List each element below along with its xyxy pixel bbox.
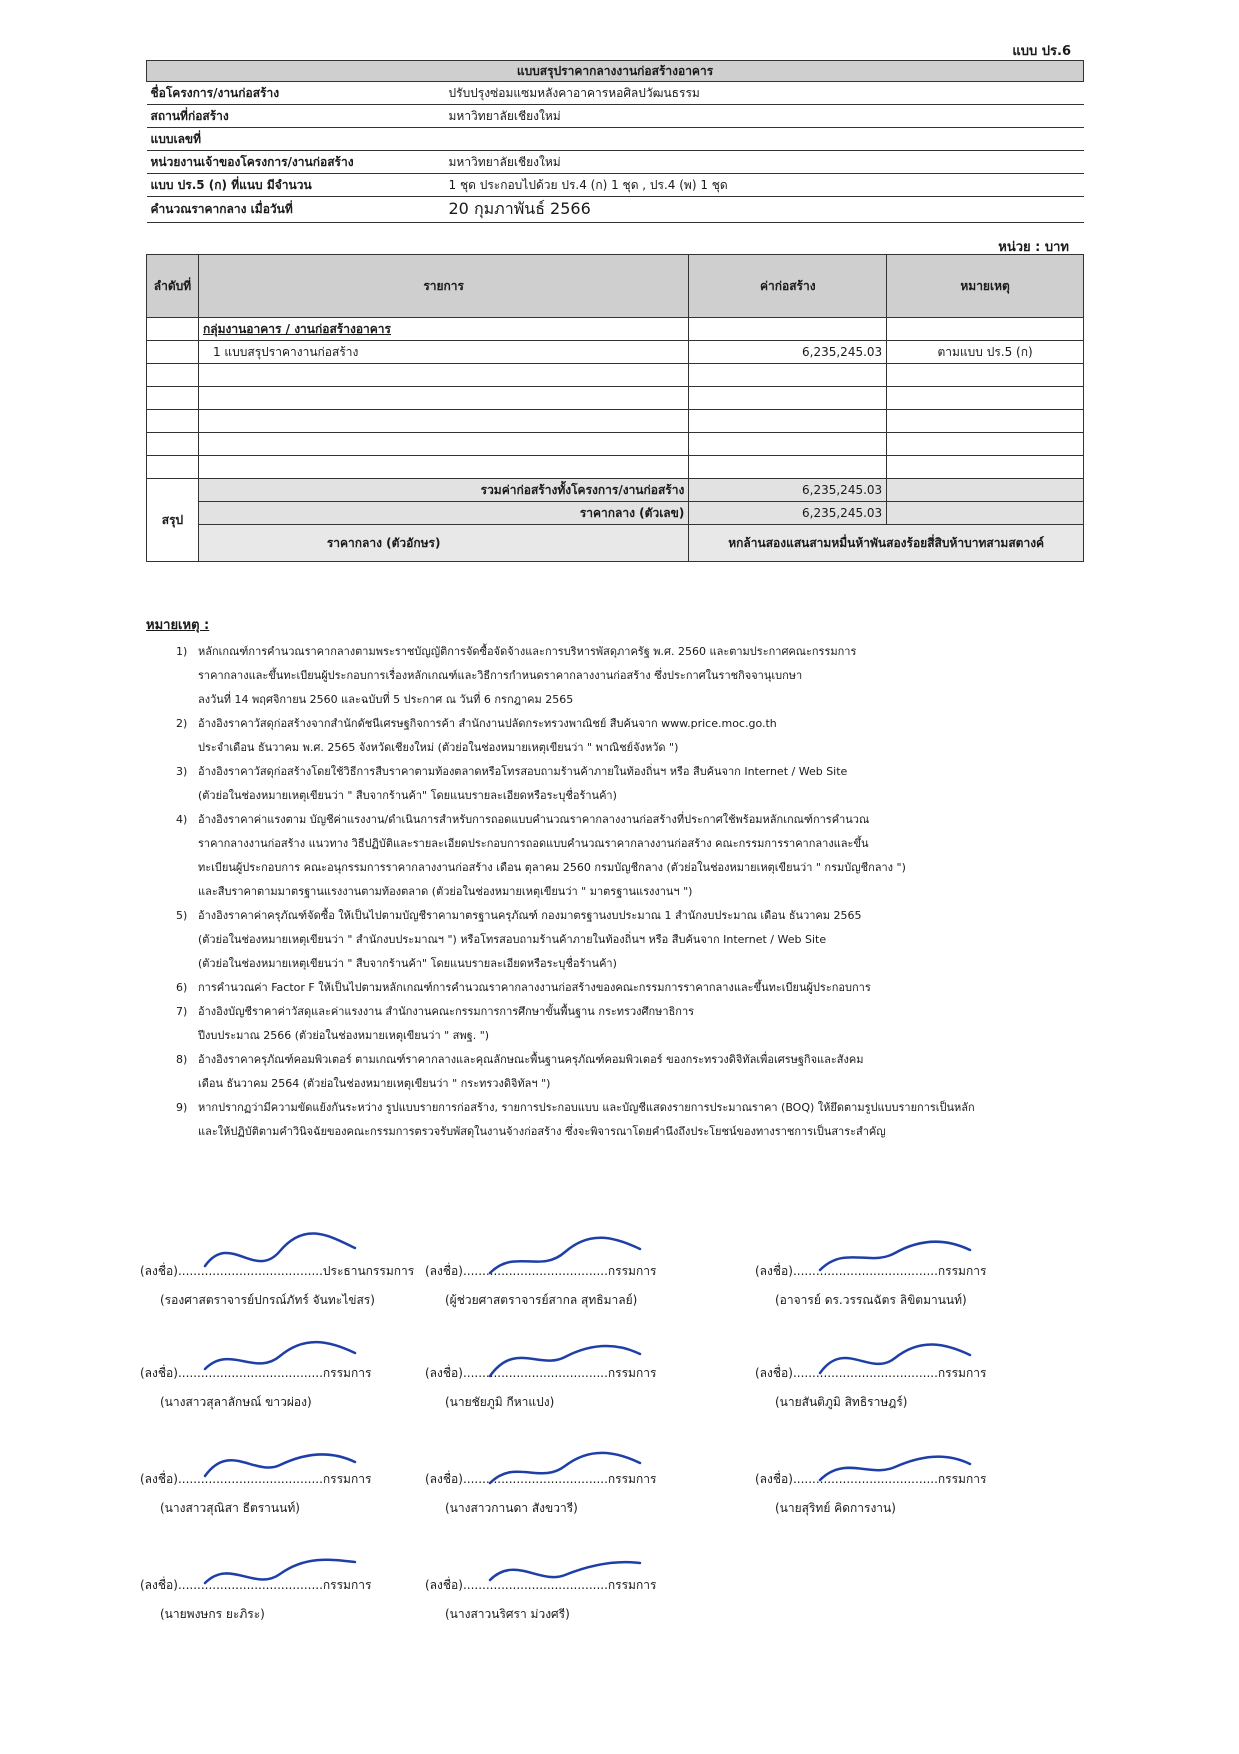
note-item — [176, 1096, 1076, 1144]
note-line: อ้างอิงบัญชีราคาค่าวัสดุและค่าแรงงาน สำนักงานคณะกรรมการการศึกษาขั้นพื้นฐาน กระทรวงศึกษาธิการ — [198, 1005, 695, 1018]
note-number: 8) — [176, 1053, 188, 1066]
sign-prefix: (ลงชื่อ) — [425, 1366, 463, 1380]
item-remark: ตามแบบ ปร.5 (ก) — [887, 341, 1084, 364]
table-header — [147, 255, 1084, 318]
note-number: 9) — [176, 1101, 188, 1114]
notes-title: หมายเหตุ : — [146, 618, 210, 633]
sign-prefix: (ลงชื่อ) — [140, 1264, 178, 1278]
signer-name: (รองศาสตราจารย์ปกรณ์ภัทร์ จันทะไข่สร) — [160, 1293, 375, 1307]
note-number: 2) — [176, 717, 188, 730]
signer-role: กรรมการ — [322, 1472, 372, 1486]
header-no: ลำดับที่ — [147, 255, 199, 318]
handwritten-signature — [200, 1540, 360, 1600]
note-line: ประจำเดือน ธันวาคม พ.ศ. 2565 จังหวัดเชียงใหม่ (ตัวย่อในช่องหมายเหตุเขียนว่า " พาณิชย์จังหวัด ") — [198, 741, 679, 754]
signer-role: กรรมการ — [322, 1366, 372, 1380]
info-row: แบบ ปร.5 (ก) ที่แนบ มีจำนวน 1 ชุด ประกอบไปด้วย ปร.4 (ก) 1 ชุด , ปร.4 (พ) 1 ชุด — [147, 174, 1084, 197]
total-label: รวมค่าก่อสร้างทั้งโครงการ/งานก่อสร้าง — [198, 479, 688, 502]
handwritten-signature — [485, 1328, 645, 1388]
signature-block — [425, 1576, 725, 1624]
signer-name: (นางสาวสุลาลักษณ์ ขาวผ่อง) — [160, 1395, 312, 1409]
signature-dots: ...................................... — [462, 1366, 608, 1380]
sign-prefix: (ลงชื่อ) — [755, 1472, 793, 1486]
signature-dots: ...................................... — [462, 1264, 608, 1278]
note-line: หลักเกณฑ์การคำนวณราคากลางตามพระราชบัญญัติการจัดซื้อจัดจ้างและการบริหารพัสดุภาครัฐ พ.ศ. 2560 และตามประกาศคณะกรรมการ — [198, 645, 857, 658]
note-number: 4) — [176, 813, 188, 826]
sign-prefix: (ลงชื่อ) — [755, 1264, 793, 1278]
sign-prefix: (ลงชื่อ) — [140, 1472, 178, 1486]
table-row — [147, 433, 1084, 456]
note-item — [176, 976, 1076, 1000]
note-item — [176, 1048, 1076, 1096]
note-item — [176, 712, 1076, 760]
note-item — [176, 808, 1076, 904]
note-number: 1) — [176, 645, 188, 658]
signer-name: (นายสันติภูมิ สิทธิราษฎร์) — [775, 1395, 908, 1409]
note-number: 6) — [176, 981, 188, 994]
table-row — [147, 387, 1084, 410]
signature-dots: ...................................... — [177, 1578, 323, 1592]
signature-block — [140, 1262, 440, 1310]
table-row — [147, 318, 1084, 341]
price-words-row — [147, 525, 1084, 562]
info-row: สถานที่ก่อสร้าง มหาวิทยาลัยเชียงใหม่ — [147, 105, 1084, 128]
signature-dots: ...................................... — [177, 1472, 323, 1486]
signature-block — [140, 1364, 440, 1412]
signature-block — [755, 1470, 1055, 1518]
sign-prefix: (ลงชื่อ) — [140, 1578, 178, 1592]
handwritten-signature — [200, 1226, 360, 1286]
header-item: รายการ — [198, 255, 688, 318]
note-item — [176, 904, 1076, 976]
table-row — [147, 410, 1084, 433]
price-value: 6,235,245.03 — [689, 502, 887, 525]
item-name: 1 แบบสรุปราคางานก่อสร้าง — [198, 341, 688, 364]
note-line: ลงวันที่ 14 พฤศจิกายน 2560 และฉบับที่ 5 ประกาศ ณ วันที่ 6 กรกฎาคม 2565 — [198, 693, 574, 706]
signature-block — [755, 1364, 1055, 1412]
note-line: และให้ปฏิบัติตามคำวินิจฉัยของคณะกรรมการตรวจรับพัสดุในงานจ้างก่อสร้าง ซึ่งจะพิจารณาโดยคำนึงถึงประโยชน์ของทางราชการเป็นสาระสำคัญ — [198, 1125, 886, 1138]
words-value: หกล้านสองแสนสามหมื่นห้าพันสองร้อยสี่สิบห้าบาทสามสตางค์ — [689, 525, 1084, 562]
note-line: เดือน ธันวาคม 2564 (ตัวย่อในช่องหมายเหตุเขียนว่า " กระทรวงดิจิทัลฯ ") — [198, 1077, 551, 1090]
note-line: และสืบราคาตามมาตรฐานแรงงานตามท้องตลาด (ตัวย่อในช่องหมายเหตุเขียนว่า " มาตรฐานแรงงานฯ ") — [198, 885, 693, 898]
signature-dots: ...................................... — [462, 1472, 608, 1486]
signature-block — [755, 1262, 1055, 1310]
info-row: คำนวณราคากลาง เมื่อวันที่ 20 กุมภาพันธ์ 2566 — [147, 197, 1084, 223]
notes-list — [176, 640, 1076, 1144]
note-line: อ้างอิงราคาวัสดุก่อสร้างจากสำนักดัชนีเศรษฐกิจการค้า สำนักงานปลัดกระทรวงพาณิชย์ สืบค้นจาก www.price.moc.go.th — [198, 717, 777, 730]
sign-prefix: (ลงชื่อ) — [425, 1264, 463, 1278]
table-row — [147, 456, 1084, 479]
signer-name: (นางสาวสุณิสา ธีตรานนท์) — [160, 1501, 300, 1515]
signer-role: กรรมการ — [607, 1472, 657, 1486]
signature-dots: ...................................... — [792, 1264, 938, 1278]
note-line: อ้างอิงราคาค่าครุภัณฑ์จัดซื้อ ให้เป็นไปตามบัญชีราคามาตรฐานครุภัณฑ์ กองมาตรฐานงบประมาณ 1 สำนักงบประมาณ เดือน ธันวาคม 2565 — [198, 909, 862, 922]
note-item — [176, 760, 1076, 808]
group-title: กลุ่มงานอาคาร / งานก่อสร้างอาคาร — [198, 318, 688, 341]
note-number: 5) — [176, 909, 188, 922]
sign-prefix: (ลงชื่อ) — [425, 1578, 463, 1592]
note-item — [176, 640, 1076, 712]
handwritten-signature — [200, 1328, 360, 1388]
signature-dots: ...................................... — [177, 1264, 323, 1278]
handwritten-signature — [485, 1434, 645, 1494]
signer-name: (ผู้ช่วยศาสตราจารย์สากล สุทธิมาลย์) — [445, 1293, 638, 1307]
handwritten-signature — [200, 1434, 360, 1494]
signature-block — [425, 1262, 725, 1310]
info-row: หน่วยงานเจ้าของโครงการ/งานก่อสร้าง มหาวิทยาลัยเชียงใหม่ — [147, 151, 1084, 174]
note-item — [176, 1000, 1076, 1048]
total-value: 6,235,245.03 — [689, 479, 887, 502]
info-row: แบบเลขที่ — [147, 128, 1084, 151]
note-line: (ตัวย่อในช่องหมายเหตุเขียนว่า " สำนักงบประมาณฯ ") หรือโทรสอบถามร้านค้าภายในท้องถิ่นฯ หรือ สืบค้นจาก Internet / Web Site — [198, 933, 827, 946]
note-line: (ตัวย่อในช่องหมายเหตุเขียนว่า " สืบจากร้านค้า" โดยแนบรายละเอียดหรือระบุชื่อร้านค้า) — [198, 957, 617, 970]
signer-role: ประธานกรรมการ — [322, 1264, 415, 1278]
project-info-table — [146, 60, 1084, 223]
handwritten-signature — [815, 1434, 975, 1494]
signer-name: (อาจารย์ ดร.วรรณฉัตร ลิขิตมานนท์) — [775, 1293, 967, 1307]
signature-block — [425, 1470, 725, 1518]
signer-name: (นางสาวกานดา สังขวารี) — [445, 1501, 578, 1515]
price-row — [147, 502, 1084, 525]
handwritten-signature — [485, 1540, 645, 1600]
signer-role: กรรมการ — [322, 1578, 372, 1592]
handwritten-signature — [485, 1226, 645, 1286]
signature-block — [425, 1364, 725, 1412]
header-cost: ค่าก่อสร้าง — [689, 255, 887, 318]
signature-dots: ...................................... — [792, 1472, 938, 1486]
note-line: อ้างอิงราคาวัสดุก่อสร้างโดยใช้วิธีการสืบราคาตามท้องตลาดหรือโทรสอบถามร้านค้าภายในท้องถิ่นฯ หรือ สืบค้นจาก Internet / Web Site — [198, 765, 848, 778]
signature-dots: ...................................... — [792, 1366, 938, 1380]
signature-dots: ...................................... — [462, 1578, 608, 1592]
signer-role: กรรมการ — [607, 1578, 657, 1592]
price-label: ราคากลาง (ตัวเลข) — [198, 502, 688, 525]
sign-prefix: (ลงชื่อ) — [755, 1366, 793, 1380]
signer-name: (นายสุริทย์ คิดการงาน) — [775, 1501, 896, 1515]
summary-label: สรุป — [147, 479, 199, 562]
note-number: 3) — [176, 765, 188, 778]
total-row — [147, 479, 1084, 502]
signature-dots: ...................................... — [177, 1366, 323, 1380]
signer-role: กรรมการ — [937, 1472, 987, 1486]
note-line: ปีงบประมาณ 2566 (ตัวย่อในช่องหมายเหตุเขียนว่า " สพฐ. ") — [198, 1029, 490, 1042]
handwritten-signature — [815, 1328, 975, 1388]
signer-role: กรรมการ — [607, 1264, 657, 1278]
table-row — [147, 364, 1084, 387]
info-row: ชื่อโครงการ/งานก่อสร้าง ปรับปรุงซ่อมแซมหลังคาอาคารหอศิลปวัฒนธรรม — [147, 82, 1084, 105]
sign-prefix: (ลงชื่อ) — [140, 1366, 178, 1380]
signature-block — [140, 1576, 440, 1624]
calc-date: 20 กุมภาพันธ์ 2566 — [445, 197, 1084, 223]
note-line: ราคากลางและขึ้นทะเบียนผู้ประกอบการเรื่องหลักเกณฑ์และวิธีการกำหนดราคากลางงานก่อสร้าง ซึ่งประกาศในราชกิจจานุเบกษา — [198, 669, 803, 682]
signer-name: (นายพงษกร ยะภิระ) — [160, 1607, 265, 1621]
signer-name: (นายชัยภูมิ กีหาแปง) — [445, 1395, 555, 1409]
note-line: (ตัวย่อในช่องหมายเหตุเขียนว่า " สืบจากร้านค้า" โดยแนบรายละเอียดหรือระบุชื่อร้านค้า) — [198, 789, 617, 802]
item-cost: 6,235,245.03 — [689, 341, 887, 364]
signature-block — [140, 1470, 440, 1518]
header-remark: หมายเหตุ — [887, 255, 1084, 318]
form-code: แบบ ปร.6 — [1012, 44, 1071, 59]
sign-prefix: (ลงชื่อ) — [425, 1472, 463, 1486]
note-line: อ้างอิงราคาค่าแรงตาม บัญชีค่าแรงงาน/ดำเนินการสำหรับการถอดแบบคำนวณราคากลางงานก่อสร้างที่ประกาศใช้พร้อมหลักเกณฑ์การคำนวณ — [198, 813, 870, 826]
note-line: ทะเบียนผู้ประกอบการ คณะอนุกรรมการราคากลางงานก่อสร้าง เดือน ตุลาคม 2560 กรมบัญชีกลาง (ตัวย่อในช่องหมายเหตุเขียนว่า " กรมบัญชีกลาง ") — [198, 861, 906, 874]
signer-name: (นางสาวนริศรา ม่วงศรี) — [445, 1607, 570, 1621]
handwritten-signature — [815, 1226, 975, 1286]
note-line: การคำนวณค่า Factor F ให้เป็นไปตามหลักเกณฑ์การคำนวณราคากลางงานก่อสร้างของคณะกรรมการราคากลางและขึ้นทะเบียนผู้ประกอบการ — [198, 981, 871, 994]
note-line: ราคากลางงานก่อสร้าง แนวทาง วิธีปฏิบัติและรายละเอียดประกอบการถอดแบบคำนวณราคากลางงานก่อสร้าง คณะกรรมการราคากลางและขึ้น — [198, 837, 869, 850]
signer-role: กรรมการ — [607, 1366, 657, 1380]
note-line: อ้างอิงราคาครุภัณฑ์คอมพิวเตอร์ ตามเกณฑ์ราคากลางและคุณลักษณะพื้นฐานครุภัณฑ์คอมพิวเตอร์ ของกระทรวงดิจิทัลเพื่อเศรษฐกิจและสังคม — [198, 1053, 864, 1066]
price-summary-table — [146, 254, 1084, 562]
unit-label: หน่วย : บาท — [998, 240, 1069, 255]
words-label: ราคากลาง (ตัวอักษร) — [198, 525, 688, 562]
signer-role: กรรมการ — [937, 1264, 987, 1278]
note-line: หากปรากฏว่ามีความขัดแย้งกันระหว่าง รูปแบบรายการก่อสร้าง, รายการประกอบแบบ และบัญชีแสดงรายการประมาณราคา (BOQ) ให้ยึดตามรูปแบบรายการเป็นหลัก — [198, 1101, 975, 1114]
note-number: 7) — [176, 1005, 188, 1018]
form-title: แบบสรุปราคากลางงานก่อสร้างอาคาร — [147, 61, 1084, 82]
table-row — [147, 341, 1084, 364]
signer-role: กรรมการ — [937, 1366, 987, 1380]
